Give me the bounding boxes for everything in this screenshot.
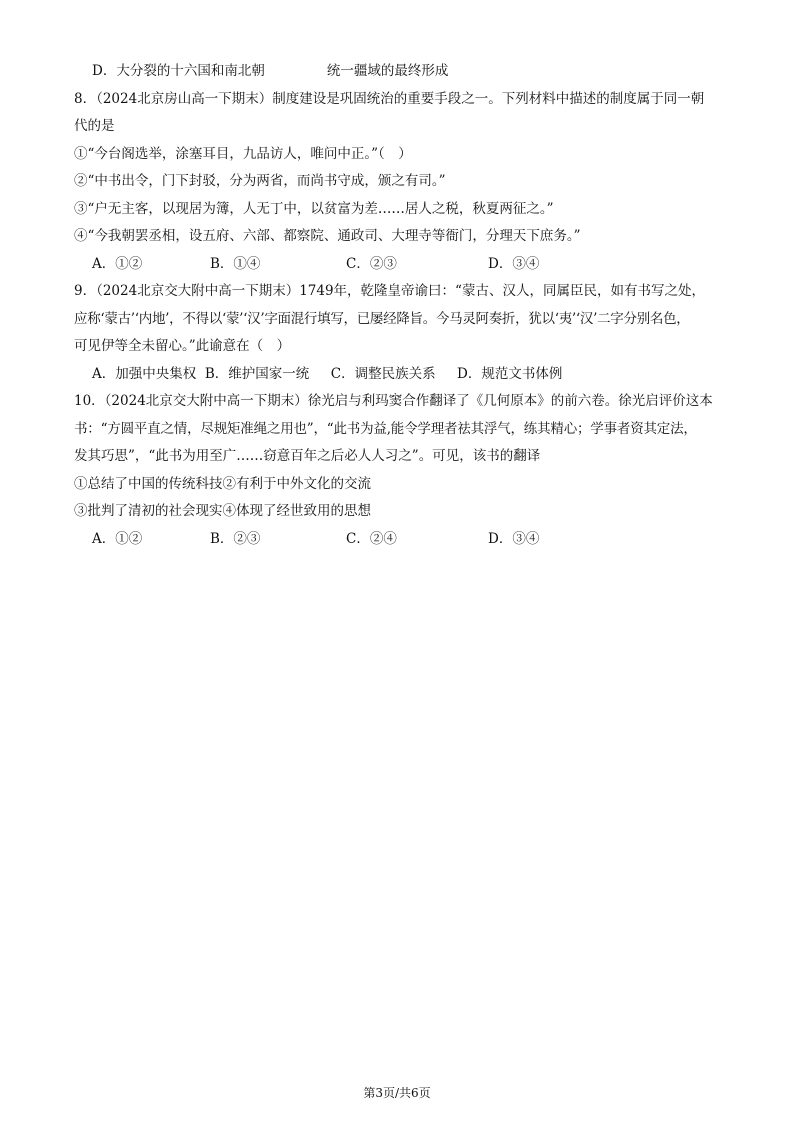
- q10-option-b[interactable]: B．②③: [210, 530, 261, 547]
- q9-option-c[interactable]: C．调整民族关系: [330, 365, 436, 382]
- q10-options: [74, 526, 734, 554]
- q9-option-b[interactable]: B．维护国家一统: [204, 365, 310, 382]
- page-number-footer: 第3页/共6页: [363, 1086, 431, 1100]
- q8-option-d[interactable]: D．③④: [488, 255, 540, 272]
- q7-option-d-right: 统一疆域的最终形成: [326, 63, 449, 79]
- page-content: [74, 58, 734, 553]
- q8-item-1: ①“今台阁选举，涂塞耳目，九品访人，唯问中正。”（ ）: [74, 145, 412, 162]
- q10-stem-line1: 10．（2024北京交大附中高一下期末）徐光启与利玛窦合作翻译了《几何原本》的前六卷。徐光启评价这本: [74, 393, 713, 409]
- q9-stem-line2: 应称‘蒙古’‘内地’，不得以‘蒙’‘汉’字面混行填写，已屡经降旨。今马灵阿奏折，犹以‘夷’‘汉’二字分别名色，: [74, 310, 690, 327]
- q8-item-4: ④“今我朝罢丞相，设五府、六部、都察院、通政司、大理寺等衙门，分理天下庶务。”: [74, 228, 581, 244]
- q9-option-a[interactable]: A．加强中央集权: [92, 365, 197, 382]
- q8-option-c[interactable]: C．②③: [346, 255, 397, 272]
- q9-stem-line1: 9．（2024北京交大附中高一下期末）1749年，乾隆皇帝谕曰：“蒙古、汉人，同属臣民，如有书写之处，: [74, 283, 705, 299]
- q9-stem-line3: 可见伊等全未留心。”此谕意在（ ）: [74, 338, 291, 354]
- q8-option-a[interactable]: A．①②: [92, 255, 143, 272]
- q8-item-2: ②“中书出令，门下封驳，分为两省，而尚书守成，颁之有司。”: [74, 173, 446, 189]
- q10-option-d[interactable]: D．③④: [488, 530, 540, 547]
- q8-stem-line1: 8．（2024北京房山高一下期末）制度建设是巩固统治的重要手段之一。下列材料中描述的制度属于同一朝: [74, 90, 705, 107]
- q9-options: [74, 361, 734, 389]
- q7-option-d-left: D．大分裂的十六国和南北朝: [92, 63, 265, 79]
- q8-option-b[interactable]: B．①④: [210, 255, 261, 272]
- q9-option-d[interactable]: D．规范文书体例: [457, 365, 563, 382]
- q10-items-line1: ①总结了中国的传统科技②有利于中外文化的交流: [74, 475, 371, 492]
- q8-options: [74, 251, 734, 279]
- q8-stem-line2: 代的是: [74, 118, 115, 134]
- q10-items-line2: ③批判了清初的社会现实④体现了经世致用的思想: [74, 503, 371, 519]
- q10-option-a[interactable]: A．①②: [92, 530, 143, 547]
- q8-item-3: ③“户无主客，以现居为簿，人无丁中，以贫富为差……居人之税，秋夏两征之。”: [74, 200, 554, 217]
- q10-stem-line2: 书：“方圆平直之情，尽规矩准绳之用也”，“此书为益,能令学理者祛其浮气，练其精心；学事者资其定法，: [74, 420, 697, 437]
- q7-option-d: [74, 58, 734, 86]
- q10-option-c[interactable]: C．②④: [346, 530, 397, 547]
- q10-stem-line3: 发其巧思”，“此书为用至广……窃意百年之后必人人习之”。可见，该书的翻译: [74, 448, 541, 464]
